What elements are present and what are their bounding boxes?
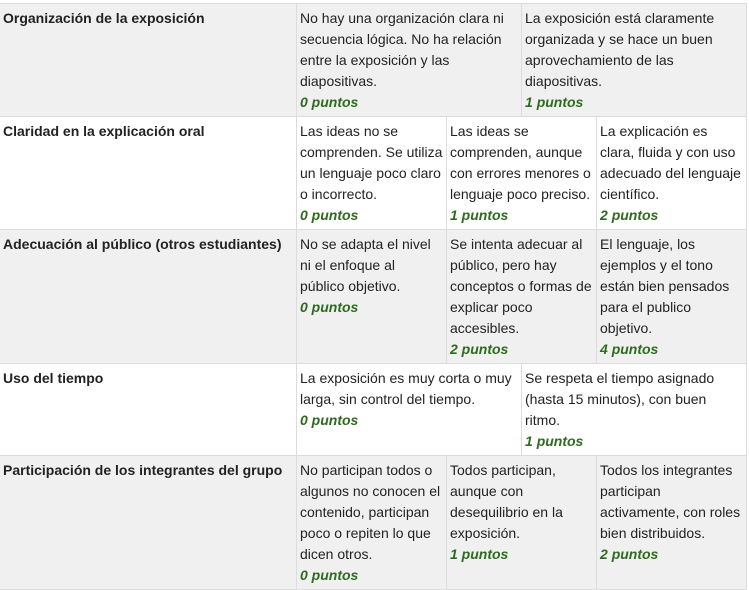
level-points: 2 puntos: [600, 207, 659, 223]
level-points: 2 puntos: [600, 546, 659, 562]
level-description: Todos los integrantes participan activamente, con roles bien distribuidos.: [600, 462, 741, 541]
level-cell[interactable]: [447, 230, 597, 364]
level-cell[interactable]: [522, 364, 747, 456]
level-cell[interactable]: [597, 456, 747, 590]
level-points: 2 puntos: [450, 341, 509, 357]
level-description: La exposición es muy corta o muy larga, sin control del tiempo.: [300, 370, 512, 407]
level-cell[interactable]: [597, 230, 747, 364]
level-description: No participan todos o algunos no conocen el contenido, participan poco o repiten lo que dicen otros.: [300, 462, 441, 562]
rubric-row-participacion: [0, 456, 747, 590]
level-points: 1 puntos: [450, 546, 509, 562]
level-cell[interactable]: [297, 4, 522, 117]
criterion-label: Organización de la exposición: [0, 4, 297, 117]
criterion-label: Claridad en la explicación oral: [0, 117, 297, 230]
criterion-label: Uso del tiempo: [0, 364, 297, 456]
rubric-row-organizacion: [0, 4, 747, 117]
level-cell[interactable]: [447, 456, 597, 590]
level-cell[interactable]: [297, 117, 447, 230]
level-cell[interactable]: [522, 4, 747, 117]
level-points: 4 puntos: [600, 341, 659, 357]
level-cell[interactable]: [447, 117, 597, 230]
level-points: 0 puntos: [300, 567, 359, 583]
rubric-row-uso-del-tiempo: [0, 364, 747, 456]
criterion-label: Participación de los integrantes del grupo: [0, 456, 297, 590]
rubric-table: [0, 3, 747, 590]
level-points: 0 puntos: [300, 412, 359, 428]
level-points: 0 puntos: [300, 207, 359, 223]
level-cell[interactable]: [597, 117, 747, 230]
level-description: Las ideas se comprenden, aunque con errores menores o lenguaje poco preciso.: [450, 123, 591, 202]
level-cell[interactable]: [297, 230, 447, 364]
level-description: Se intenta adecuar al público, pero hay conceptos o formas de explicar poco accesibles.: [450, 236, 592, 336]
level-description: El lenguaje, los ejemplos y el tono están bien pensados para el publico objetivo.: [600, 236, 730, 336]
rubric-row-claridad: [0, 117, 747, 230]
level-points: 1 puntos: [450, 207, 509, 223]
level-points: 0 puntos: [300, 299, 359, 315]
level-description: No se adapta el nivel ni el enfoque al público objetivo.: [300, 236, 431, 294]
level-points: 1 puntos: [525, 433, 584, 449]
level-cell[interactable]: [297, 364, 522, 456]
level-description: Se respeta el tiempo asignado (hasta 15 minutos), con buen ritmo.: [525, 370, 715, 428]
level-description: La explicación es clara, fluida y con uso adecuado del lenguaje científico.: [600, 123, 741, 202]
level-description: No hay una organización clara ni secuencia lógica. No ha relación entre la exposición y las diapositivas.: [300, 10, 504, 89]
rubric-row-adecuacion: [0, 230, 747, 364]
level-points: 0 puntos: [300, 94, 359, 110]
level-cell[interactable]: [297, 456, 447, 590]
level-description: Las ideas no se comprenden. Se utiliza un lenguaje poco claro o incorrecto.: [300, 123, 443, 202]
criterion-label: Adecuación al público (otros estudiantes): [0, 230, 297, 364]
level-points: 1 puntos: [525, 94, 584, 110]
level-description: La exposición está claramente organizada y se hace un buen aprovechamiento de las diapositivas.: [525, 10, 715, 89]
level-description: Todos participan, aunque con desequilibrio en la exposición.: [450, 462, 563, 541]
